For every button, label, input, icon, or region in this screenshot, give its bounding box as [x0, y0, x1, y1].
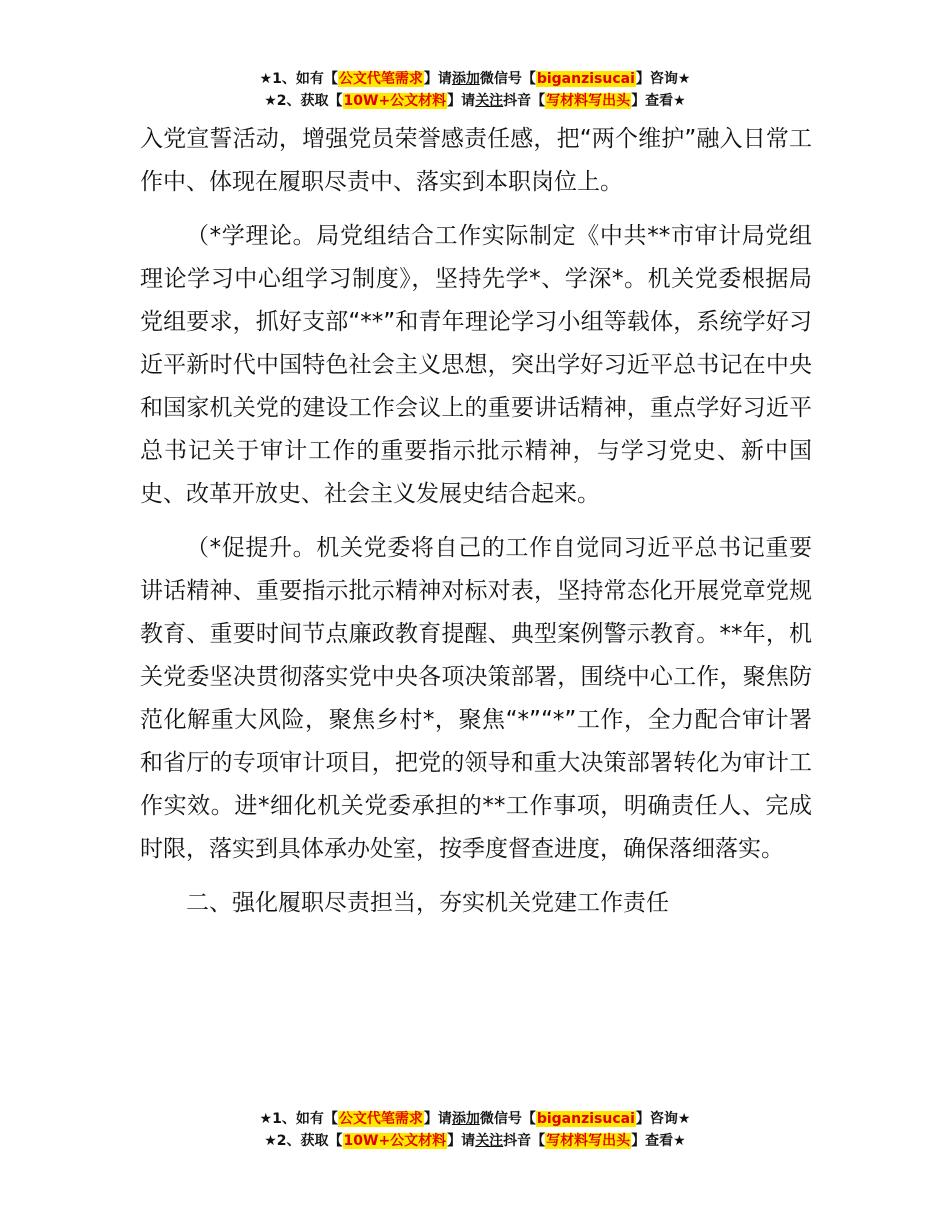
- notice-highlight: 10W+公文材料: [343, 1133, 447, 1149]
- notice-underlined: 添加: [451, 71, 480, 87]
- notice-text: 抖音【: [503, 1133, 546, 1149]
- document-body: [140, 118, 812, 925]
- notice-text: 】查看★: [631, 93, 686, 109]
- notice-text: 】请: [447, 1133, 476, 1149]
- notice-text: 抖音【: [503, 93, 546, 109]
- notice-highlight: 公文代笔需求: [338, 71, 423, 87]
- paragraph-study-theory: （*学理论。局党组结合工作实际制定《中共**市审计局党组理论学习中心组学习制度》，坚持先学*、学深*。机关党委根据局党组要求，抓好支部“**”和青年理论学习小组等载体，系统学好习近平新时代中国特色社会主义思想，突出学好习近平总书记在中央和国家机关党的建设工作会议上的重要讲话精神，重点学好习近平总书记关于审计工作的重要指示批示精神，与学习党史、新中国史、改革开放史、社会主义发展史结合起来。: [140, 223, 812, 507]
- notice-line-1: [0, 1108, 950, 1130]
- notice-text: 微信号【: [479, 71, 536, 87]
- paragraph-promote: （*促提升。机关党委将自己的工作自觉同习近平总书记重要讲话精神、重要指示批示精神对标对表，坚持常态化开展党章党规教育、重要时间节点廉政教育提醒、典型案例警示教育。**年，机关党委坚决贯彻落实党中央各项决策部署，围绕中心工作，聚焦防范化解重大风险，聚焦乡村*，聚焦“*”“*”工作，全力配合审计署和省厅的专项审计项目，把党的领导和重大决策部署转化为审计工作实效。进*细化机关党委承担的**工作事项，明确责任人、完成时限，落实到具体承办处室，按季度督查进度，确保落细落实。: [140, 535, 812, 862]
- notice-text: 】咨询★: [635, 1111, 691, 1127]
- notice-underlined: 关注: [475, 93, 504, 109]
- section-heading: 二、强化履职尽责担当，夯实机关党建工作责任: [186, 890, 669, 916]
- notice-text: ★2、获取【: [264, 93, 343, 109]
- notice-highlight: 10W+公文材料: [343, 93, 447, 109]
- notice-highlight: 公文代笔需求: [338, 1111, 423, 1127]
- notice-text: ★1、如有【: [259, 1111, 338, 1127]
- notice-underlined: 关注: [475, 1133, 504, 1149]
- notice-text: ★2、获取【: [264, 1133, 343, 1149]
- notice-line-2: [0, 1130, 950, 1152]
- notice-text: 】查看★: [631, 1133, 686, 1149]
- notice-text: 】咨询★: [635, 71, 691, 87]
- notice-highlight: biganzisucai: [536, 71, 635, 87]
- notice-text: 】请: [423, 71, 452, 87]
- notice-text: 】请: [447, 93, 476, 109]
- footer-notice: [0, 1108, 950, 1152]
- notice-highlight: biganzisucai: [536, 1111, 635, 1127]
- notice-line-2: [0, 90, 950, 112]
- notice-highlight: 写材料写出头: [546, 93, 631, 109]
- notice-text: ★1、如有【: [259, 71, 338, 87]
- notice-text: 】请: [423, 1111, 452, 1127]
- notice-underlined: 添加: [451, 1111, 480, 1127]
- notice-line-1: [0, 68, 950, 90]
- notice-text: 微信号【: [479, 1111, 536, 1127]
- header-notice: [0, 68, 950, 112]
- paragraph-continuation: 入党宣誓活动，增强党员荣誉感责任感，把“两个维护”融入日常工作中、体现在履职尽责中、落实到本职岗位上。: [140, 126, 812, 195]
- notice-highlight: 写材料写出头: [546, 1133, 631, 1149]
